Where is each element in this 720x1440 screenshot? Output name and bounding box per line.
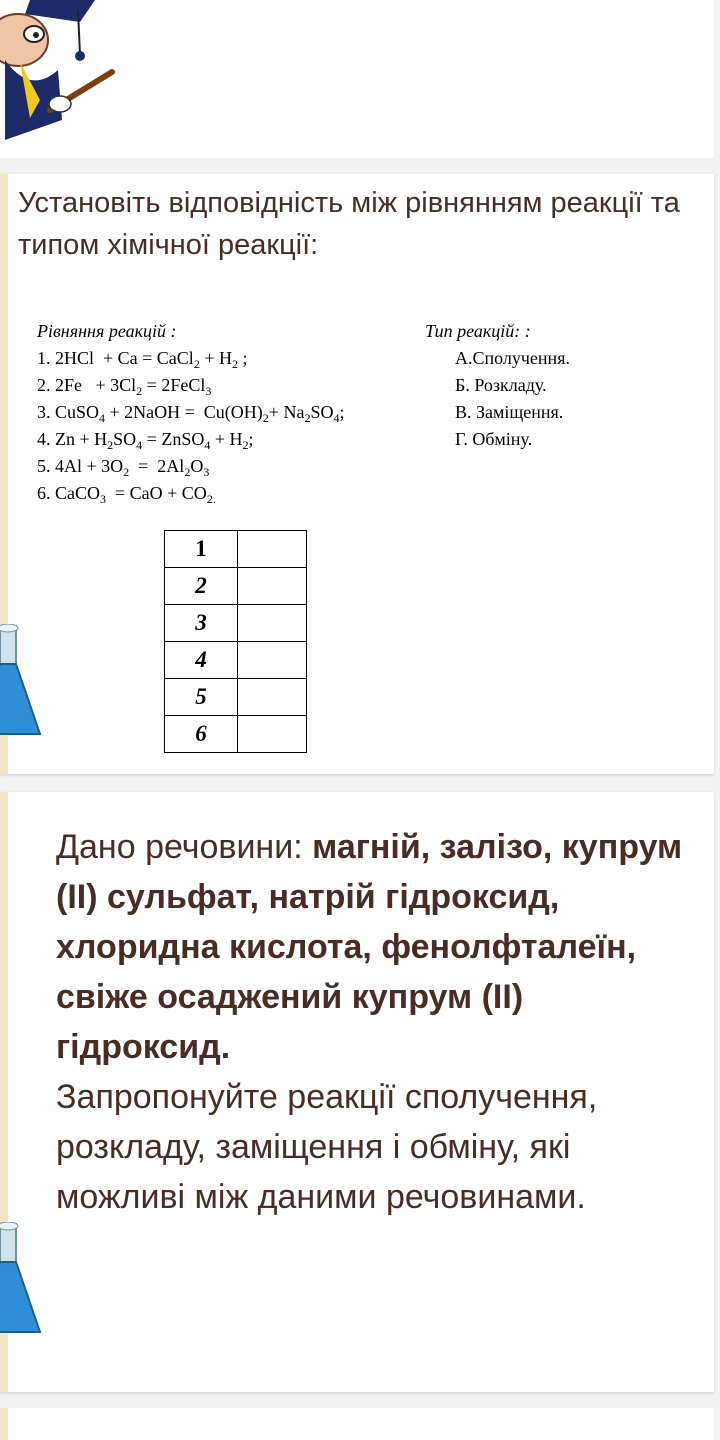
equation-2: 2. $2Fe + 3Cl_2$ = 2FeCl$_3$ [37,375,212,398]
row-number: 5 [165,679,238,716]
slide-title: Установіть відповідність між рівнянням реакції та типом хімічної реакції: [18,187,680,261]
row-number: 3 [165,605,238,642]
equation-6: 6. CaCO$_3$ = CaO + $CO_{2.}$ [37,483,216,506]
answer-cell[interactable] [238,716,307,753]
type-item: В. Заміщення. [455,402,564,422]
types-header: Тип реакцій: : [425,321,531,341]
table-row [165,679,307,716]
slide-4-fragment [0,1408,714,1440]
type-item: А.Сполучення. [455,348,570,368]
professor-mascot-image [0,0,120,158]
equation-4: 4. $Zn + H_2SO_4$ = ZnSO$_4$ + $H_2$; [37,429,254,452]
flask-icon [0,1222,60,1342]
row-number: 2 [165,568,238,605]
answer-cell[interactable] [238,568,307,605]
equations-list [37,318,437,507]
slide-1-fragment [0,0,714,158]
table-row [165,568,307,605]
task-intro: Дано речовини: [56,828,313,866]
flask-icon [0,624,60,744]
type-item: Б. Розкладу. [455,375,547,395]
type-item: Г. Обміну. [455,429,533,449]
answer-cell[interactable] [238,642,307,679]
substances-list: магній, залізо, купрум (ІІ) сульфат, натрій гідроксид, хлоридна кислота, фенолфталеїн, свіже осаджений купрум (ІІ) гідроксид. [56,828,683,1066]
substances-task-slide [0,792,714,1392]
slide-edge-strip [0,1408,8,1440]
answer-cell[interactable] [238,679,307,716]
answer-cell[interactable] [238,605,307,642]
table-row [165,531,307,568]
table-row [165,605,307,642]
reaction-types-list [425,318,685,453]
task-question: Запропонуйте реакції сполучення, розкладу, заміщення і обміну, які можливі між даними речовинами. [56,1078,598,1216]
answer-cell[interactable] [238,531,307,568]
row-number: 1 [165,531,238,568]
answer-table [164,530,307,753]
equation-5: 5. $4Al + 3O_2 = 2Al_2O_3$ [37,456,210,479]
task-text [56,822,696,1222]
row-number: 4 [165,642,238,679]
equation-1: 1. 2HCl + Ca = CaCl$_2$ + $H_2$ ; [37,348,248,371]
row-number: 6 [165,716,238,753]
table-row [165,716,307,753]
equation-3: 3. CuSO$_4$ + 2NaOH = $Cu(OH)_2+ Na_2SO_4$; [37,402,345,425]
equations-header: Рівняння реакцій : [37,321,177,341]
matching-task-slide [0,174,714,774]
table-row [165,642,307,679]
